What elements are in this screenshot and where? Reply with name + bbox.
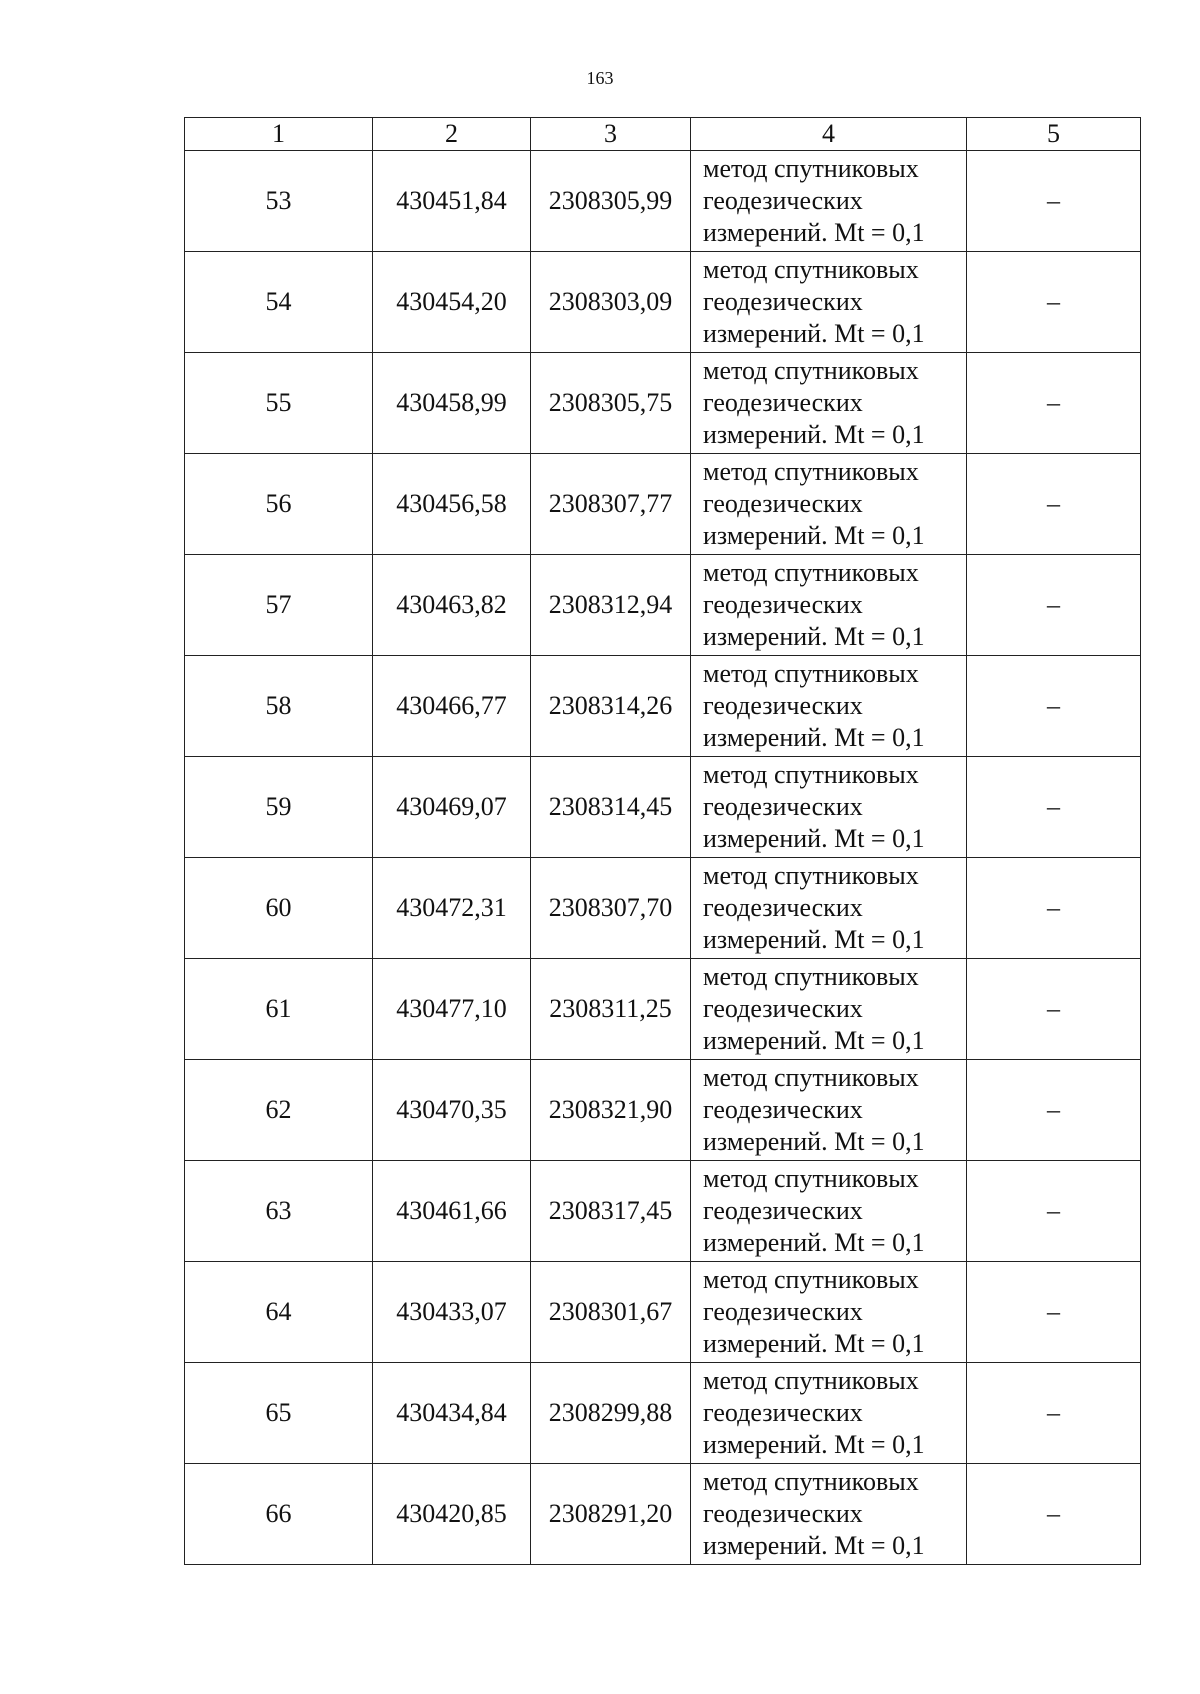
y-coordinate-cell: 2308305,99 bbox=[531, 151, 691, 252]
point-number-cell: 54 bbox=[185, 252, 373, 353]
x-coordinate-cell: 430477,10 bbox=[373, 959, 531, 1060]
x-coordinate-cell: 430456,58 bbox=[373, 454, 531, 555]
method-line: измерений. Mt = 0,1 bbox=[703, 1531, 925, 1560]
table-row bbox=[185, 1363, 1141, 1464]
table-row bbox=[185, 1060, 1141, 1161]
table-header bbox=[185, 118, 1141, 151]
point-number-cell: 61 bbox=[185, 959, 373, 1060]
method-line: метод спутниковых bbox=[703, 356, 919, 385]
y-coordinate-cell: 2308314,26 bbox=[531, 656, 691, 757]
method-cell bbox=[691, 1161, 967, 1262]
method-line: метод спутниковых bbox=[703, 255, 919, 284]
method-cell bbox=[691, 454, 967, 555]
method-line: геодезических bbox=[703, 691, 863, 720]
coordinates-table-container bbox=[184, 117, 1140, 1565]
method-line: геодезических bbox=[703, 1095, 863, 1124]
table-row bbox=[185, 1464, 1141, 1565]
y-coordinate-cell: 2308307,70 bbox=[531, 858, 691, 959]
header-col-4: 4 bbox=[691, 118, 967, 151]
note-cell: – bbox=[967, 1060, 1141, 1161]
method-line: измерений. Mt = 0,1 bbox=[703, 1228, 925, 1257]
method-cell bbox=[691, 1363, 967, 1464]
point-number-cell: 59 bbox=[185, 757, 373, 858]
method-line: геодезических bbox=[703, 893, 863, 922]
x-coordinate-cell: 430463,82 bbox=[373, 555, 531, 656]
note-cell: – bbox=[967, 656, 1141, 757]
note-cell: – bbox=[967, 252, 1141, 353]
method-cell bbox=[691, 757, 967, 858]
point-number-cell: 65 bbox=[185, 1363, 373, 1464]
method-line: измерений. Mt = 0,1 bbox=[703, 925, 925, 954]
x-coordinate-cell: 430433,07 bbox=[373, 1262, 531, 1363]
method-line: измерений. Mt = 0,1 bbox=[703, 218, 925, 247]
method-line: геодезических bbox=[703, 1196, 863, 1225]
method-line: геодезических bbox=[703, 489, 863, 518]
table-row bbox=[185, 1262, 1141, 1363]
method-line: метод спутниковых bbox=[703, 659, 919, 688]
table-row bbox=[185, 252, 1141, 353]
method-line: геодезических bbox=[703, 388, 863, 417]
point-number-cell: 53 bbox=[185, 151, 373, 252]
point-number-cell: 58 bbox=[185, 656, 373, 757]
page-number: 163 bbox=[586, 68, 614, 88]
method-line: геодезических bbox=[703, 792, 863, 821]
method-cell bbox=[691, 1464, 967, 1565]
note-cell: – bbox=[967, 757, 1141, 858]
header-col-1: 1 bbox=[185, 118, 373, 151]
method-line: измерений. Mt = 0,1 bbox=[703, 723, 925, 752]
method-cell bbox=[691, 353, 967, 454]
x-coordinate-cell: 430420,85 bbox=[373, 1464, 531, 1565]
point-number-cell: 63 bbox=[185, 1161, 373, 1262]
point-number-cell: 62 bbox=[185, 1060, 373, 1161]
method-cell bbox=[691, 252, 967, 353]
method-cell bbox=[691, 858, 967, 959]
method-cell bbox=[691, 151, 967, 252]
table-row bbox=[185, 454, 1141, 555]
method-line: геодезических bbox=[703, 1499, 863, 1528]
point-number-cell: 57 bbox=[185, 555, 373, 656]
note-cell: – bbox=[967, 151, 1141, 252]
y-coordinate-cell: 2308307,77 bbox=[531, 454, 691, 555]
note-cell: – bbox=[967, 1161, 1141, 1262]
table-row bbox=[185, 1161, 1141, 1262]
table-row bbox=[185, 858, 1141, 959]
method-line: геодезических bbox=[703, 186, 863, 215]
method-line: измерений. Mt = 0,1 bbox=[703, 319, 925, 348]
table-body bbox=[185, 151, 1141, 1565]
table-row bbox=[185, 555, 1141, 656]
method-line: измерений. Mt = 0,1 bbox=[703, 1026, 925, 1055]
x-coordinate-cell: 430466,77 bbox=[373, 656, 531, 757]
point-number-cell: 66 bbox=[185, 1464, 373, 1565]
y-coordinate-cell: 2308311,25 bbox=[531, 959, 691, 1060]
method-line: метод спутниковых bbox=[703, 1467, 919, 1496]
method-line: метод спутниковых bbox=[703, 861, 919, 890]
note-cell: – bbox=[967, 858, 1141, 959]
x-coordinate-cell: 430461,66 bbox=[373, 1161, 531, 1262]
method-line: измерений. Mt = 0,1 bbox=[703, 1127, 925, 1156]
note-cell: – bbox=[967, 1262, 1141, 1363]
point-number-cell: 56 bbox=[185, 454, 373, 555]
table-row bbox=[185, 757, 1141, 858]
header-col-3: 3 bbox=[531, 118, 691, 151]
method-line: геодезических bbox=[703, 590, 863, 619]
x-coordinate-cell: 430458,99 bbox=[373, 353, 531, 454]
method-line: метод спутниковых bbox=[703, 457, 919, 486]
table-row bbox=[185, 656, 1141, 757]
method-line: геодезических bbox=[703, 1297, 863, 1326]
note-cell: – bbox=[967, 555, 1141, 656]
method-cell bbox=[691, 959, 967, 1060]
x-coordinate-cell: 430451,84 bbox=[373, 151, 531, 252]
point-number-cell: 55 bbox=[185, 353, 373, 454]
method-cell bbox=[691, 555, 967, 656]
method-cell bbox=[691, 656, 967, 757]
method-line: метод спутниковых bbox=[703, 962, 919, 991]
table-row bbox=[185, 151, 1141, 252]
y-coordinate-cell: 2308312,94 bbox=[531, 555, 691, 656]
method-line: измерений. Mt = 0,1 bbox=[703, 1430, 925, 1459]
x-coordinate-cell: 430472,31 bbox=[373, 858, 531, 959]
point-number-cell: 60 bbox=[185, 858, 373, 959]
point-number-cell: 64 bbox=[185, 1262, 373, 1363]
method-line: метод спутниковых bbox=[703, 558, 919, 587]
note-cell: – bbox=[967, 454, 1141, 555]
x-coordinate-cell: 430454,20 bbox=[373, 252, 531, 353]
method-line: измерений. Mt = 0,1 bbox=[703, 622, 925, 651]
note-cell: – bbox=[967, 1363, 1141, 1464]
coordinates-table bbox=[184, 117, 1141, 1565]
y-coordinate-cell: 2308317,45 bbox=[531, 1161, 691, 1262]
method-cell bbox=[691, 1262, 967, 1363]
y-coordinate-cell: 2308291,20 bbox=[531, 1464, 691, 1565]
method-line: метод спутниковых bbox=[703, 760, 919, 789]
method-line: метод спутниковых bbox=[703, 1265, 919, 1294]
header-col-2: 2 bbox=[373, 118, 531, 151]
method-line: геодезических bbox=[703, 994, 863, 1023]
method-line: геодезических bbox=[703, 287, 863, 316]
x-coordinate-cell: 430469,07 bbox=[373, 757, 531, 858]
method-line: измерений. Mt = 0,1 bbox=[703, 521, 925, 550]
note-cell: – bbox=[967, 353, 1141, 454]
y-coordinate-cell: 2308301,67 bbox=[531, 1262, 691, 1363]
table-row bbox=[185, 959, 1141, 1060]
y-coordinate-cell: 2308299,88 bbox=[531, 1363, 691, 1464]
method-line: геодезических bbox=[703, 1398, 863, 1427]
y-coordinate-cell: 2308314,45 bbox=[531, 757, 691, 858]
method-line: метод спутниковых bbox=[703, 1366, 919, 1395]
method-line: измерений. Mt = 0,1 bbox=[703, 420, 925, 449]
note-cell: – bbox=[967, 959, 1141, 1060]
x-coordinate-cell: 430434,84 bbox=[373, 1363, 531, 1464]
note-cell: – bbox=[967, 1464, 1141, 1565]
method-line: измерений. Mt = 0,1 bbox=[703, 824, 925, 853]
y-coordinate-cell: 2308321,90 bbox=[531, 1060, 691, 1161]
method-cell bbox=[691, 1060, 967, 1161]
method-line: метод спутниковых bbox=[703, 1164, 919, 1193]
header-col-5: 5 bbox=[967, 118, 1141, 151]
table-row bbox=[185, 353, 1141, 454]
y-coordinate-cell: 2308303,09 bbox=[531, 252, 691, 353]
y-coordinate-cell: 2308305,75 bbox=[531, 353, 691, 454]
x-coordinate-cell: 430470,35 bbox=[373, 1060, 531, 1161]
method-line: метод спутниковых bbox=[703, 154, 919, 183]
header-row bbox=[185, 118, 1141, 151]
method-line: метод спутниковых bbox=[703, 1063, 919, 1092]
method-line: измерений. Mt = 0,1 bbox=[703, 1329, 925, 1358]
